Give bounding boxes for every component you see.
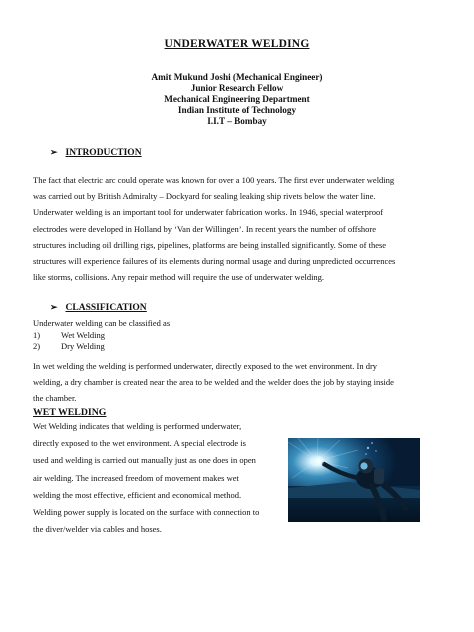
classification-heading bbox=[50, 302, 147, 313]
paragraph-line: structures will experience failures of its elements during normal usage and during unpredicted occurrences bbox=[33, 256, 396, 267]
paragraph-line: The fact that electric arc could operate was known for over a 100 years. The first ever underwater welding bbox=[33, 175, 395, 185]
introduction-heading bbox=[50, 147, 142, 158]
classification-intro: Underwater welding can be classified as bbox=[33, 318, 171, 328]
document-title: UNDERWATER WELDING bbox=[164, 38, 310, 50]
introduction-heading-label: INTRODUCTION bbox=[65, 148, 142, 158]
list-item bbox=[33, 341, 170, 353]
paragraph-line: the diver/welder via cables and hoses. bbox=[33, 524, 162, 535]
paragraph-line: the chamber. bbox=[33, 393, 77, 404]
paragraph-line: used and welding is carried out manually just as one does in open bbox=[33, 455, 256, 466]
list-item-number: 1) bbox=[33, 329, 41, 340]
author-institute: Indian Institute of Technology bbox=[177, 105, 297, 115]
introduction-paragraph bbox=[33, 172, 443, 285]
bullet-arrow-icon: ➢ bbox=[50, 147, 58, 157]
paragraph-line: like storms, collisions. Any repair method will require the use of underwater welding. bbox=[33, 272, 325, 283]
list-item-text: Dry Welding bbox=[61, 341, 105, 351]
wet-welding-paragraph bbox=[33, 418, 283, 538]
paragraph-line: Welding power supply is located on the surface with connection to bbox=[33, 507, 260, 518]
paragraph-line: welding, a dry chamber is created near the area to be welded and the welder does the job by staying inside bbox=[33, 377, 394, 388]
author-location: I.I.T – Bombay bbox=[207, 116, 267, 126]
paragraph-line: Underwater welding is an important tool for underwater fabrication works. In 1946, special waterproof bbox=[33, 207, 384, 218]
paragraph-line: In wet welding the welding is performed underwater, directly exposed to the wet environment. In dry bbox=[33, 361, 378, 371]
paragraph-line: was carried out by British Admiralty – Dockyard for sealing leaking ship rivets below the water line. bbox=[33, 191, 376, 202]
wet-welding-heading: WET WELDING bbox=[33, 407, 107, 418]
paragraph-line: air welding. The increased freedom of movement makes wet bbox=[33, 472, 239, 483]
paragraph-line: Wet Welding indicates that welding is performed underwater, bbox=[33, 421, 242, 431]
classification-heading-label: CLASSIFICATION bbox=[65, 303, 147, 313]
paragraph-line: structures including oil drilling rigs, pipelines, platforms are being installed significantly. Some of these bbox=[33, 239, 387, 250]
author-name: Amit Mukund Joshi (Mechanical Engineer) bbox=[151, 72, 323, 82]
list-item-text: Wet Welding bbox=[61, 329, 106, 340]
author-department: Mechanical Engineering Department bbox=[164, 94, 310, 104]
author-position: Junior Research Fellow bbox=[190, 83, 284, 93]
bullet-arrow-icon: ➢ bbox=[50, 302, 58, 312]
diver-welding-image bbox=[288, 438, 420, 522]
underwater-welding-photo bbox=[288, 438, 420, 522]
classification-paragraph bbox=[33, 358, 443, 407]
classification-list bbox=[33, 318, 170, 353]
paragraph-line: directly exposed to the wet environment. A special electrode is bbox=[33, 438, 246, 449]
list-item bbox=[33, 330, 170, 342]
author-block bbox=[0, 72, 474, 127]
paragraph-line: welding the most effective, efficient and economical method. bbox=[33, 489, 242, 500]
paragraph-line: electrodes were developed in Holland by ‘Van der Willingen’. In recent years the number of offshore bbox=[33, 223, 376, 234]
list-item-number: 2) bbox=[33, 341, 41, 351]
